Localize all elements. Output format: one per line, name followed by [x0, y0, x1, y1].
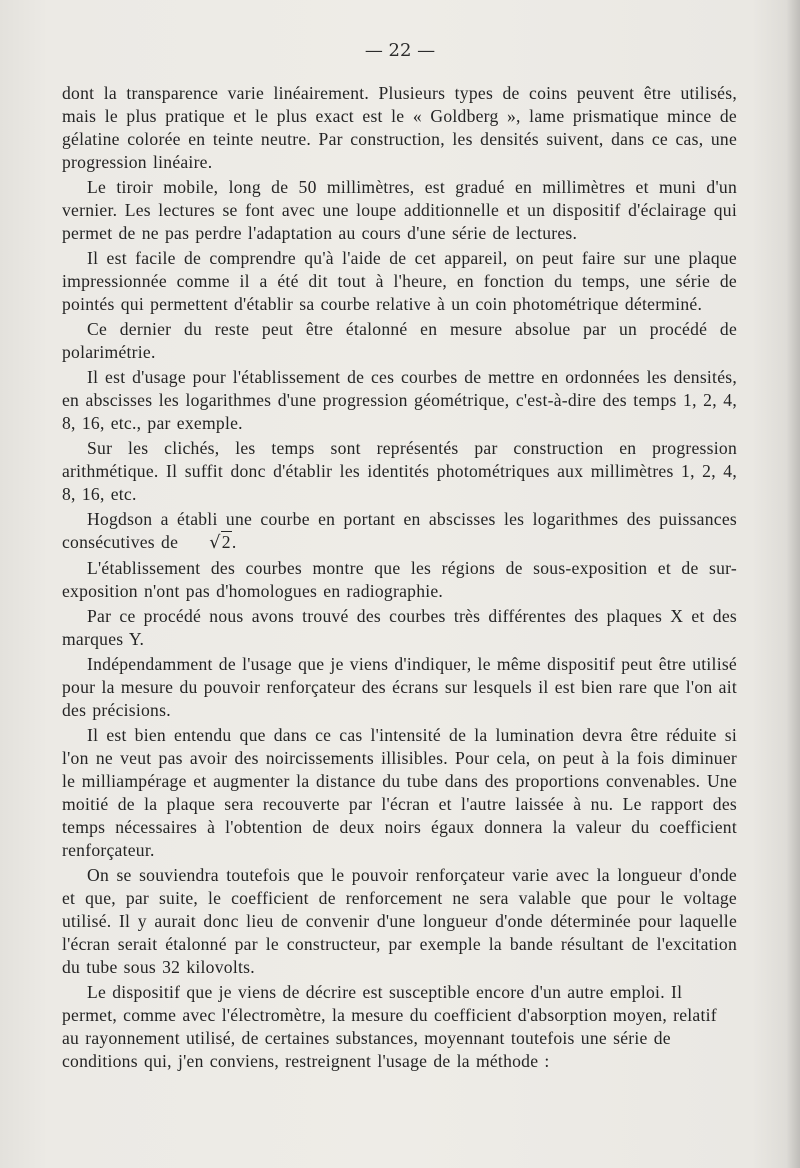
paragraph-tiroir-mobile: Le tiroir mobile, long de 50 millimètres, est gradué en millimètres et muni d'un vernier. Les lectures se font avec une loupe additionnelle et un dispositif d'éclairage qui permet de ne pas perdre l'adaptation au cours d'une série de lectures.	[62, 176, 737, 243]
sqrt-symbol: √	[209, 533, 221, 553]
paragraph-autre-emploi: Le dispositif que je viens de décrire est susceptible encore d'un autre emploi. Il permet, comme avec l'électromètre, la mesure du coefficient d'absorption moyen, relatif au rayonnement utilisé, de certaines substances, moyennant toutefois une série de conditions qui, j'en conviens, restreignent l'usage de la méthode :	[62, 982, 717, 1071]
sqrt-argument: 2	[221, 532, 231, 552]
paragraph-sous-exposition: L'établissement des courbes montre que les régions de sous-exposition et de sur-exposition n'ont pas d'homologues en radiographie.	[62, 558, 737, 602]
paragraph-hogdson	[62, 508, 737, 555]
paragraph-courbes-ordonnees: Il est d'usage pour l'établissement de ces courbes de mettre en ordonnées les densités, en abscisses les logarithmes d'une progression géométrique, c'est-à-dire des temps 1, 2, 4, 8, 16, etc., par exemple.	[62, 367, 737, 433]
paragraph-cliches: Sur les clichés, les temps sont représentés par construction en progression arithmétique. Il suffit donc d'établir les identités photométriques aux millimètres 1, 2, 4, 8, 16, etc.	[62, 438, 737, 504]
page-number: — 22 —	[364, 40, 436, 61]
paragraph-intensite-lumination: Il est bien entendu que dans ce cas l'intensité de la lumination devra être réduite si l'on ne veut pas avoir des noircissements illisibles. Pour cela, on peut à la fois diminuer le milliampérage et augmenter la distance du tube dans des proportions convenables. Une moitié de la plaque sera recouverte par l'écran et l'autre laissée à nu. Le rapport des temps nécessaires à l'obtention de deux noirs égaux donnera la valeur du coefficient renforçateur.	[62, 725, 737, 860]
paragraph-longueur-onde: On se souviendra toutefois que le pouvoir renforçateur varie avec la longueur d'onde et que, par suite, le coefficient de renforcement ne sera valable que pour le voltage utilisé. Il y aurait donc lieu de convenir d'une longueur d'onde déterminée pour laquelle l'écran serait étalonné par le constructeur, par exemple la bande résultant de l'excitation du tube sous 32 kilovolts.	[62, 865, 737, 977]
hogdson-period: .	[231, 532, 237, 552]
paragraph-polarimetrie: Ce dernier du reste peut être étalonné en mesure absolue par un procédé de polarimétrie.	[62, 318, 737, 362]
body-text	[62, 82, 737, 1075]
page-edge-shadow	[786, 0, 800, 1168]
hogdson-text: Hogdson a établi une courbe en portant en abscisses les logarithmes des puissances consécutives de	[62, 509, 737, 552]
square-root-two	[184, 531, 232, 555]
paragraph-coin-transparency: dont la transparence varie linéairement. Plusieurs types de coins peuvent être utilisés, mais le plus pratique et le plus exact est le « Goldberg », lame prismatique mince de gélatine colorée en teinte neutre. Par construction, les densités suivent, dans ce cas, une progression linéaire.	[62, 83, 737, 172]
paragraph-pouvoir-renforcateur: Indépendamment de l'usage que je viens d'indiquer, le même dispositif peut être utilisé pour la mesure du pouvoir renforçateur des écrans sur lesquels il est bien rare que l'on ait des précisions.	[62, 654, 737, 721]
paragraph-plaques-marques: Par ce procédé nous avons trouvé des courbes très différentes des plaques X et des marques Y.	[62, 606, 737, 650]
paragraph-appareil-pointes: Il est facile de comprendre qu'à l'aide de cet appareil, on peut faire sur une plaque impressionnée comme il a été dit tout à l'heure, en fonction du temps, une série de pointés qui permettent d'établir sa courbe relative à un coin photométrique déterminé.	[62, 247, 737, 314]
